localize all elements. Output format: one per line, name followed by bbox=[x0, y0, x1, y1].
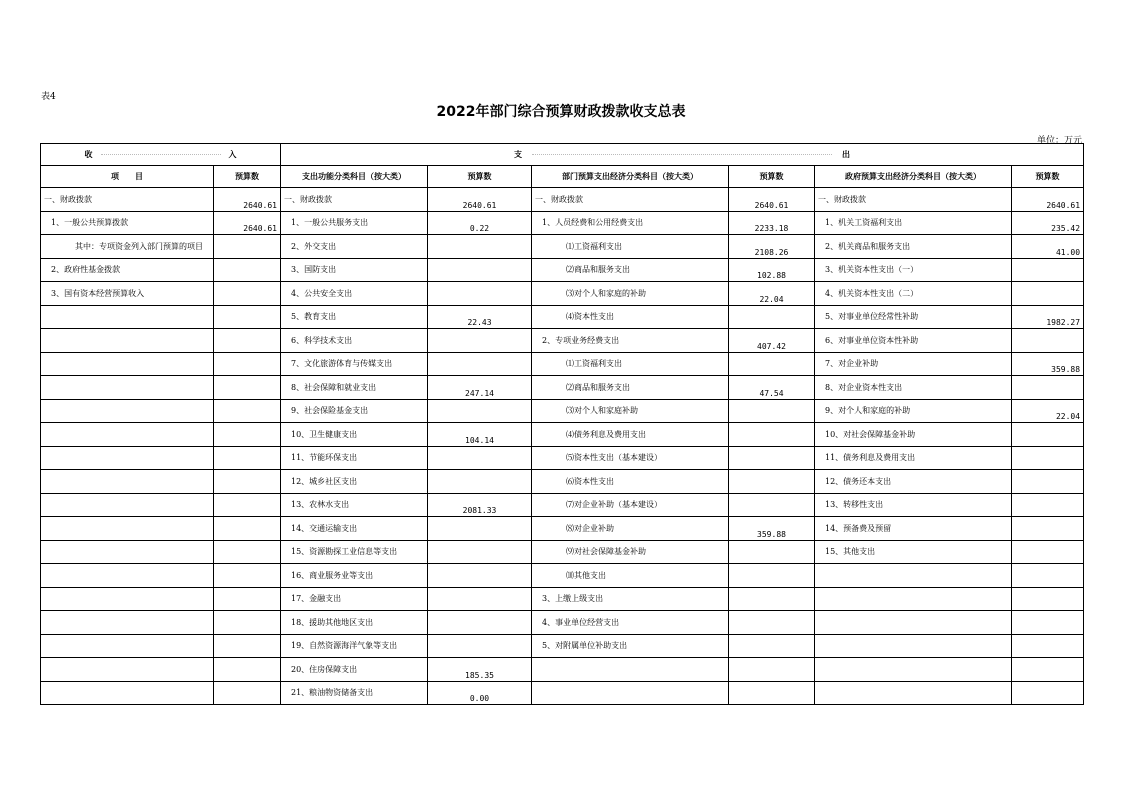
table-row bbox=[41, 399, 1084, 423]
amount-cell bbox=[214, 376, 281, 400]
item-cell: 13、农林水支出 bbox=[281, 493, 428, 517]
item-cell bbox=[815, 587, 1012, 611]
expense-header: 支 出 bbox=[281, 144, 1084, 166]
item-cell: 5、对附属单位补助支出 bbox=[532, 634, 729, 658]
item-cell: 8、对企业资本性支出 bbox=[815, 376, 1012, 400]
amount-cell bbox=[1012, 611, 1084, 635]
amount-cell bbox=[428, 258, 532, 282]
item-cell: 19、自然资源海洋气象等支出 bbox=[281, 634, 428, 658]
amount-cell bbox=[428, 329, 532, 353]
amount-cell: 47.54 bbox=[729, 376, 815, 400]
item-cell: 一、财政拨款 bbox=[281, 188, 428, 212]
amount-cell bbox=[214, 517, 281, 541]
col-header-func: 支出功能分类科目（按大类） bbox=[281, 166, 428, 188]
item-cell: ⑸资本性支出（基本建设） bbox=[532, 446, 729, 470]
amount-cell: 235.42 bbox=[1012, 211, 1084, 235]
item-cell bbox=[41, 540, 214, 564]
amount-cell bbox=[729, 423, 815, 447]
item-cell bbox=[41, 517, 214, 541]
item-cell: ⑵商品和服务支出 bbox=[532, 258, 729, 282]
amount-cell bbox=[729, 658, 815, 682]
item-cell: 11、债务利息及费用支出 bbox=[815, 446, 1012, 470]
item-cell: 4、事业单位经营支出 bbox=[532, 611, 729, 635]
amount-cell bbox=[428, 517, 532, 541]
item-cell: 5、对事业单位经常性补助 bbox=[815, 305, 1012, 329]
amount-cell bbox=[729, 470, 815, 494]
budget-table bbox=[40, 143, 1084, 705]
table-row bbox=[41, 517, 1084, 541]
item-cell: 4、公共安全支出 bbox=[281, 282, 428, 306]
col-header-gov: 政府预算支出经济分类科目（按大类） bbox=[815, 166, 1012, 188]
amount-cell: 2108.26 bbox=[729, 235, 815, 259]
amount-cell: 247.14 bbox=[428, 376, 532, 400]
col-header-dept: 部门预算支出经济分类科目（按大类） bbox=[532, 166, 729, 188]
table-id: 表4 bbox=[41, 92, 56, 102]
item-cell: ⑼对社会保障基金补助 bbox=[532, 540, 729, 564]
item-cell: 14、交通运输支出 bbox=[281, 517, 428, 541]
table-row bbox=[41, 258, 1084, 282]
amount-cell bbox=[214, 399, 281, 423]
amount-cell bbox=[1012, 282, 1084, 306]
amount-cell bbox=[1012, 540, 1084, 564]
col-header-amount: 预算数 bbox=[729, 166, 815, 188]
amount-cell: 1982.27 bbox=[1012, 305, 1084, 329]
item-cell: ⑷资本性支出 bbox=[532, 305, 729, 329]
amount-cell: 22.43 bbox=[428, 305, 532, 329]
item-cell: 8、社会保障和就业支出 bbox=[281, 376, 428, 400]
amount-cell bbox=[214, 634, 281, 658]
item-cell bbox=[815, 564, 1012, 588]
item-cell bbox=[41, 611, 214, 635]
amount-cell bbox=[214, 423, 281, 447]
amount-cell bbox=[729, 587, 815, 611]
table-row bbox=[41, 235, 1084, 259]
amount-cell: 104.14 bbox=[428, 423, 532, 447]
item-cell: 1、一般公共服务支出 bbox=[281, 211, 428, 235]
amount-cell bbox=[428, 446, 532, 470]
item-cell: 10、对社会保障基金补助 bbox=[815, 423, 1012, 447]
item-cell: ⑷债务利息及费用支出 bbox=[532, 423, 729, 447]
amount-cell bbox=[729, 634, 815, 658]
amount-cell bbox=[1012, 258, 1084, 282]
table-row bbox=[41, 211, 1084, 235]
item-cell bbox=[41, 305, 214, 329]
amount-cell: 185.35 bbox=[428, 658, 532, 682]
amount-cell bbox=[214, 305, 281, 329]
item-cell bbox=[41, 634, 214, 658]
item-cell: 1、一般公共预算拨款 bbox=[41, 211, 214, 235]
table-row bbox=[41, 634, 1084, 658]
item-cell: 2、机关商品和服务支出 bbox=[815, 235, 1012, 259]
table-row bbox=[41, 564, 1084, 588]
item-cell bbox=[41, 376, 214, 400]
item-cell bbox=[815, 681, 1012, 705]
item-cell bbox=[41, 352, 214, 376]
amount-cell bbox=[428, 399, 532, 423]
amount-cell: 359.88 bbox=[1012, 352, 1084, 376]
item-cell: 16、商业服务业等支出 bbox=[281, 564, 428, 588]
amount-cell bbox=[1012, 329, 1084, 353]
item-cell: 9、社会保险基金支出 bbox=[281, 399, 428, 423]
item-cell: 15、资源勘探工业信息等支出 bbox=[281, 540, 428, 564]
amount-cell: 2640.61 bbox=[1012, 188, 1084, 212]
item-cell: 13、转移性支出 bbox=[815, 493, 1012, 517]
amount-cell bbox=[214, 446, 281, 470]
item-cell: 14、预备费及预留 bbox=[815, 517, 1012, 541]
item-cell: 1、机关工资福利支出 bbox=[815, 211, 1012, 235]
item-cell: 一、财政拨款 bbox=[815, 188, 1012, 212]
amount-cell bbox=[214, 493, 281, 517]
amount-cell bbox=[214, 611, 281, 635]
amount-cell bbox=[729, 446, 815, 470]
amount-cell: 22.04 bbox=[1012, 399, 1084, 423]
amount-cell bbox=[729, 564, 815, 588]
col-header-amount: 预算数 bbox=[214, 166, 281, 188]
col-header-item: 项 目 bbox=[41, 166, 214, 188]
item-cell bbox=[41, 587, 214, 611]
amount-cell: 2640.61 bbox=[214, 211, 281, 235]
item-cell bbox=[532, 681, 729, 705]
item-cell: 7、对企业补助 bbox=[815, 352, 1012, 376]
amount-cell: 407.42 bbox=[729, 329, 815, 353]
item-cell: ⑶对个人和家庭的补助 bbox=[532, 282, 729, 306]
item-cell: ⑴工资福利支出 bbox=[532, 352, 729, 376]
item-cell: 其中：专项资金列入部门预算的项目 bbox=[41, 235, 214, 259]
amount-cell bbox=[428, 352, 532, 376]
item-cell: 一、财政拨款 bbox=[532, 188, 729, 212]
table-row bbox=[41, 305, 1084, 329]
item-cell: 3、国防支出 bbox=[281, 258, 428, 282]
amount-cell bbox=[1012, 517, 1084, 541]
item-cell: 21、粮油物资储备支出 bbox=[281, 681, 428, 705]
amount-cell bbox=[729, 681, 815, 705]
table-row bbox=[41, 188, 1084, 212]
unit-label: 单位：万元 bbox=[1036, 136, 1082, 146]
amount-cell bbox=[729, 611, 815, 635]
item-cell: ⑶对个人和家庭补助 bbox=[532, 399, 729, 423]
amount-cell bbox=[1012, 423, 1084, 447]
amount-cell: 2640.61 bbox=[428, 188, 532, 212]
item-cell: 6、科学技术支出 bbox=[281, 329, 428, 353]
amount-cell: 0.22 bbox=[428, 211, 532, 235]
item-cell bbox=[41, 423, 214, 447]
amount-cell bbox=[729, 540, 815, 564]
item-cell bbox=[41, 681, 214, 705]
item-cell: 18、援助其他地区支出 bbox=[281, 611, 428, 635]
item-cell: 11、节能环保支出 bbox=[281, 446, 428, 470]
table-row bbox=[41, 329, 1084, 353]
table-row bbox=[41, 423, 1084, 447]
item-cell: ⑹资本性支出 bbox=[532, 470, 729, 494]
amount-cell bbox=[428, 282, 532, 306]
amount-cell bbox=[729, 493, 815, 517]
item-cell: 2、政府性基金拨款 bbox=[41, 258, 214, 282]
amount-cell bbox=[214, 564, 281, 588]
amount-cell bbox=[214, 587, 281, 611]
item-cell: ⑺对企业补助（基本建设） bbox=[532, 493, 729, 517]
amount-cell bbox=[428, 587, 532, 611]
table-row bbox=[41, 587, 1084, 611]
page-title: 2022年部门综合预算财政拨款收支总表 bbox=[436, 104, 686, 120]
item-cell bbox=[41, 658, 214, 682]
item-cell bbox=[41, 446, 214, 470]
item-cell: ⑵商品和服务支出 bbox=[532, 376, 729, 400]
amount-cell bbox=[1012, 587, 1084, 611]
table-row bbox=[41, 658, 1084, 682]
table-row bbox=[41, 540, 1084, 564]
amount-cell bbox=[214, 282, 281, 306]
item-cell: 17、金融支出 bbox=[281, 587, 428, 611]
amount-cell bbox=[1012, 681, 1084, 705]
item-cell: 15、其他支出 bbox=[815, 540, 1012, 564]
amount-cell bbox=[1012, 658, 1084, 682]
amount-cell bbox=[1012, 493, 1084, 517]
amount-cell bbox=[214, 658, 281, 682]
item-cell: 3、上缴上级支出 bbox=[532, 587, 729, 611]
amount-cell bbox=[729, 305, 815, 329]
item-cell bbox=[532, 658, 729, 682]
amount-cell: 2640.61 bbox=[729, 188, 815, 212]
amount-cell: 22.04 bbox=[729, 282, 815, 306]
item-cell: 10、卫生健康支出 bbox=[281, 423, 428, 447]
item-cell bbox=[815, 658, 1012, 682]
item-cell: ⑽其他支出 bbox=[532, 564, 729, 588]
amount-cell bbox=[214, 235, 281, 259]
table-row bbox=[41, 446, 1084, 470]
amount-cell bbox=[428, 634, 532, 658]
amount-cell bbox=[214, 329, 281, 353]
amount-cell bbox=[214, 352, 281, 376]
table-row bbox=[41, 493, 1084, 517]
amount-cell bbox=[428, 235, 532, 259]
item-cell bbox=[41, 399, 214, 423]
item-cell: 9、对个人和家庭的补助 bbox=[815, 399, 1012, 423]
item-cell: ⑻对企业补助 bbox=[532, 517, 729, 541]
amount-cell bbox=[428, 564, 532, 588]
amount-cell bbox=[1012, 470, 1084, 494]
amount-cell: 359.88 bbox=[729, 517, 815, 541]
amount-cell: 2640.61 bbox=[214, 188, 281, 212]
amount-cell: 2233.18 bbox=[729, 211, 815, 235]
item-cell bbox=[41, 329, 214, 353]
item-cell: 12、城乡社区支出 bbox=[281, 470, 428, 494]
amount-cell: 41.00 bbox=[1012, 235, 1084, 259]
amount-cell bbox=[214, 470, 281, 494]
item-cell bbox=[41, 470, 214, 494]
amount-cell: 0.00 bbox=[428, 681, 532, 705]
income-header: 收 入 bbox=[41, 144, 281, 166]
amount-cell: 102.88 bbox=[729, 258, 815, 282]
item-cell: 7、文化旅游体育与传媒支出 bbox=[281, 352, 428, 376]
table-row bbox=[41, 681, 1084, 705]
item-cell bbox=[815, 611, 1012, 635]
item-cell: 12、债务还本支出 bbox=[815, 470, 1012, 494]
table-row bbox=[41, 352, 1084, 376]
item-cell bbox=[41, 493, 214, 517]
amount-cell bbox=[1012, 634, 1084, 658]
col-header-amount: 预算数 bbox=[428, 166, 532, 188]
amount-cell bbox=[1012, 376, 1084, 400]
amount-cell bbox=[214, 540, 281, 564]
item-cell: 2、外交支出 bbox=[281, 235, 428, 259]
item-cell: 3、国有资本经营预算收入 bbox=[41, 282, 214, 306]
amount-cell bbox=[428, 611, 532, 635]
col-header-amount: 预算数 bbox=[1012, 166, 1084, 188]
amount-cell bbox=[428, 470, 532, 494]
item-cell: 2、专项业务经费支出 bbox=[532, 329, 729, 353]
amount-cell bbox=[214, 258, 281, 282]
item-cell: 一、财政拨款 bbox=[41, 188, 214, 212]
table-row bbox=[41, 611, 1084, 635]
item-cell: 1、人员经费和公用经费支出 bbox=[532, 211, 729, 235]
item-cell bbox=[815, 634, 1012, 658]
item-cell: 4、机关资本性支出（二） bbox=[815, 282, 1012, 306]
amount-cell bbox=[1012, 564, 1084, 588]
item-cell: 20、住房保障支出 bbox=[281, 658, 428, 682]
amount-cell bbox=[729, 399, 815, 423]
table-row bbox=[41, 282, 1084, 306]
amount-cell bbox=[729, 352, 815, 376]
amount-cell bbox=[1012, 446, 1084, 470]
amount-cell: 2081.33 bbox=[428, 493, 532, 517]
amount-cell bbox=[428, 540, 532, 564]
item-cell: ⑴工资福利支出 bbox=[532, 235, 729, 259]
item-cell: 6、对事业单位资本性补助 bbox=[815, 329, 1012, 353]
amount-cell bbox=[214, 681, 281, 705]
item-cell: 5、教育支出 bbox=[281, 305, 428, 329]
table-row bbox=[41, 376, 1084, 400]
item-cell: 3、机关资本性支出（一） bbox=[815, 258, 1012, 282]
table-row bbox=[41, 470, 1084, 494]
item-cell bbox=[41, 564, 214, 588]
